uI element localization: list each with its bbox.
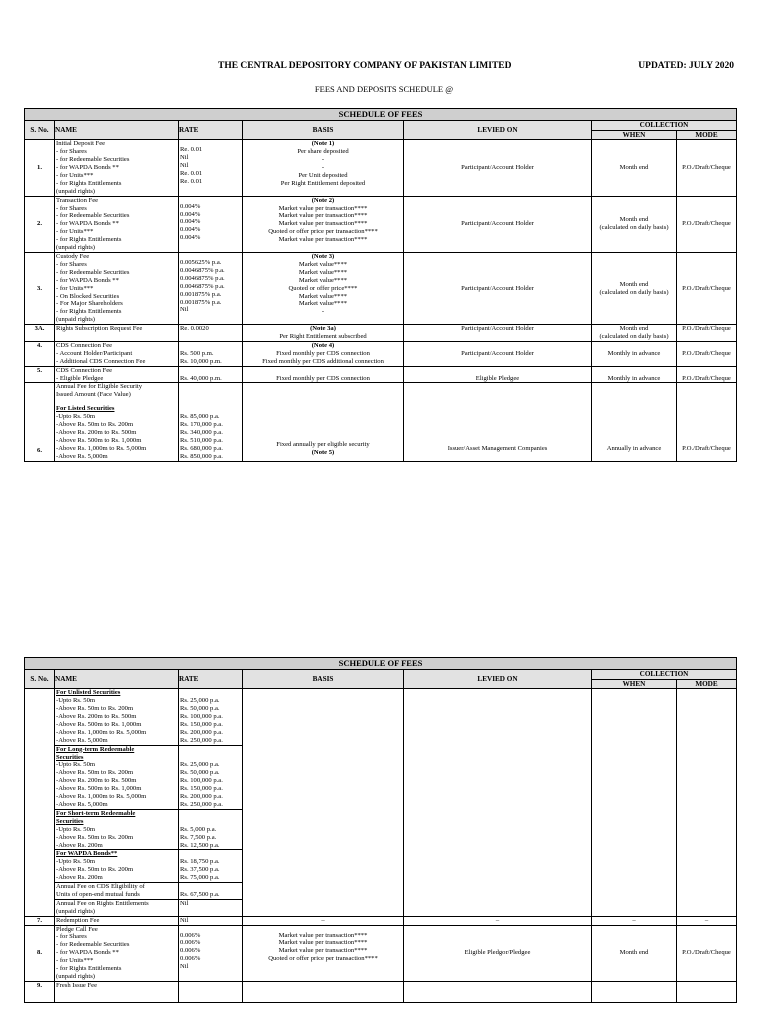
when-cell [592,689,677,916]
table-row [25,140,737,196]
fee-name-cell: For Short-term Redeemable Securities -Upto Rs. 50m -Above Rs. 50m to Rs. 200m -Above Rs. 200m [55,809,179,850]
row-number [25,689,55,916]
levied-cell: Participant/Account Holder [404,252,592,324]
listed-securities-heading: For Listed Securities [56,405,115,413]
col-rate-header: RATE [179,121,243,140]
col-mode-header: MODE [677,130,737,140]
when-cell: – [592,916,677,925]
col-rate-header: RATE [179,670,243,689]
updated-date: UPDATED: JULY 2020 [638,61,734,71]
rate-cell: Rs. 67,500 p.a. [179,883,243,900]
col-levied-header: LEVIED ON [404,121,592,140]
levied-cell: Eligible Pledgee [404,366,592,383]
rate-cell: 0.005625% p.a. 0.0046875% p.a. 0.0046875% p.a. 0.0046875% p.a. 0.001875% p.a. 0.001875% p.a. Nil [179,252,243,324]
when-cell: Month end [592,140,677,196]
levied-cell: Issuer/Asset Management Companies [404,383,592,461]
table-row [25,689,737,745]
col-basis-header: BASIS [243,121,404,140]
when-cell: Monthly in advance [592,366,677,383]
table-row [25,383,737,461]
table-row [25,196,737,252]
levied-cell: Eligible Pledgor/Pledgee [404,925,592,981]
basis-cell: Fixed monthly per CDS connection [243,366,404,383]
basis-cell [243,689,404,916]
rate-cell: Re. 0.01 Nil Nil Re. 0.01 Re. 0.01 [179,140,243,196]
rate-cell: Rs. 5,000 p.a. Rs. 7,500 p.a. Rs. 12,500 p.a. [179,809,243,850]
row-number: 5. [25,366,55,383]
rate-cell: Rs. 85,000 p.a. Rs. 170,000 p.a. Rs. 340,000 p.a. Rs. 510,000 p.a. Rs. 680,000 p.a. Rs. 850,000 p.a. [179,383,243,461]
basis-cell: (Note 2) Market value per transaction**** Market value per transaction**** Market value per transaction**** Quoted or offer price per transaction**** Market value per transaction**** [243,196,404,252]
col-when-header: WHEN [592,679,677,689]
fee-name-cell: Redemption Fee [55,916,179,925]
fee-name-cell: For Long-term Redeemable Securities -Upto Rs. 50m -Above Rs. 50m to Rs. 200m -Above Rs. 200m to Rs. 500m -Above Rs. 500m to Rs. 1,000m -Above Rs. 1,000m to Rs. 5,000m -Above Rs. 5,000m [55,745,179,809]
col-collection-header: COLLECTION [592,121,737,131]
row-number: 6. [25,383,55,461]
fee-name-cell: CDS Connection Fee - Eligible Pledgee [55,366,179,383]
table-row [25,325,737,342]
basis-cell: (Note 1) Per share deposited - - Per Unit deposited Per Right Entitlement deposited [243,140,404,196]
levied-cell: Participant/Account Holder [404,140,592,196]
fee-name-cell: Rights Subscription Request Fee [55,325,179,342]
when-cell: Monthly in advance [592,341,677,366]
fee-name-cell: Fresh Issue Fee [55,981,179,1002]
fee-name-cell: Annual Fee on CDS Eligibility of Units of open-end mutual funds [55,883,179,900]
company-title: THE CENTRAL DEPOSITORY COMPANY OF PAKISTAN LIMITED [218,61,512,71]
rate-cell: Rs. 500 p.m. Rs. 10,000 p.m. [179,341,243,366]
basis-cell: – [243,916,404,925]
col-mode-header: MODE [677,679,737,689]
rate-cell: Re. 0.0020 [179,325,243,342]
row-number: 1. [25,140,55,196]
mode-cell: P.O./Draft/Cheque [677,140,737,196]
rate-cell: 0.004% 0.004% 0.004% 0.004% 0.004% [179,196,243,252]
fees-table-page-2 [24,657,737,1003]
rate-cell: Rs. 25,000 p.a. Rs. 50,000 p.a. Rs. 100,000 p.a. Rs. 150,000 p.a. Rs. 200,000 p.a. Rs. 250,000 p.a. [179,745,243,809]
rate-cell: Rs. 18,750 p.a. Rs. 37,500 p.a. Rs. 75,000 p.a. [179,850,243,883]
mode-cell: P.O./Draft/Cheque [677,325,737,342]
col-name-header: NAME [55,121,179,140]
basis-cell: (Note 3) Market value**** Market value**** Market value**** Quoted or offer price**** Market value**** Market value**** - [243,252,404,324]
basis-cell: (Note 3a) Per Right Entitlement subscribed [243,325,404,342]
mode-cell: P.O./Draft/Cheque [677,925,737,981]
schedule-subtitle: FEES AND DEPOSITS SCHEDULE @ [314,84,454,94]
when-cell: Annually in advance [592,383,677,461]
rate-cell: 0.006% 0.006% 0.006% 0.006% Nil [179,925,243,981]
when-cell: Month end (calculated on daily basis) [592,252,677,324]
fee-name-cell: Annual Fee on Rights Entitlements (unpaid rights) [55,899,179,916]
table-row [25,252,737,324]
basis-cell: Fixed annually per eligible security (Note 5) [243,383,404,461]
schedule-title: SCHEDULE OF FEES [25,658,737,670]
rate-cell: Nil [179,916,243,925]
fee-name-cell: Pledge Call Fee - for Shares - for Redeemable Securities - for WAPDA Bonds ** - for Units*** - for Rights Entitlements (unpaid rights) [55,925,179,981]
when-cell: Month end (calculated on daily basis) [592,196,677,252]
col-basis-header: BASIS [243,670,404,689]
table-row [25,925,737,981]
col-sno-header: S. No. [25,670,55,689]
row-number: 4. [25,341,55,366]
row-number: 7. [25,916,55,925]
col-collection-header: COLLECTION [592,670,737,680]
fee-name-cell: For Unlisted Securities -Upto Rs. 50m -Above Rs. 50m to Rs. 200m -Above Rs. 200m to Rs. 500m -Above Rs. 500m to Rs. 1,000m -Above Rs. 1,000m to Rs. 5,000m -Above Rs. 5,000m [55,689,179,745]
mode-cell: – [677,916,737,925]
table-row [25,916,737,925]
row-number: 8. [25,925,55,981]
mode-cell [677,689,737,916]
levied-cell: – [404,916,592,925]
mode-cell: P.O./Draft/Cheque [677,196,737,252]
row-number: 3. [25,252,55,324]
col-levied-header: LEVIED ON [404,670,592,689]
when-cell: Month end (calculated on daily basis) [592,325,677,342]
row-number: 9. [25,981,55,1002]
mode-cell: P.O./Draft/Cheque [677,341,737,366]
mode-cell: P.O./Draft/Cheque [677,252,737,324]
levied-cell: Participant/Account Holder [404,341,592,366]
schedule-title: SCHEDULE OF FEES [25,109,737,121]
fee-name-cell: Initial Deposit Fee - for Shares - for Redeemable Securities - for WAPDA Bonds ** - for Units*** - for Rights Entitlements (unpaid rights) [55,140,179,196]
fee-name-cell: For WAPDA Bonds** -Upto Rs. 50m -Above Rs. 50m to Rs. 200m -Above Rs. 200m [55,850,179,883]
basis-cell: (Note 4) Fixed monthly per CDS connection Fixed monthly per CDS additional connection [243,341,404,366]
fee-name-cell: CDS Connection Fee - Account Holder/Participant - Additional CDS Connection Fee [55,341,179,366]
col-name-header: NAME [55,670,179,689]
fee-name-cell: Transaction Fee - for Shares - for Redeemable Securities - for WAPDA Bonds ** - for Units*** - for Rights Entitlements (unpaid rights) [55,196,179,252]
mode-cell: P.O./Draft/Cheque [677,383,737,461]
col-sno-header: S. No. [25,121,55,140]
fee-name-cell: Annual Fee for Eligible Security Issued Amount (Face Value) For Listed Securities -Upto Rs. 50m -Above Rs. 50m to Rs. 200m -Above Rs. 200m to Rs. 500m -Above Rs. 500m to Rs. 1,000m -Above Rs. 1,000m to Rs. 5,000m -Above Rs. 5,000m [55,383,179,461]
fee-name-cell: Custody Fee - for Shares - for Redeemable Securities - for WAPDA Bonds ** - for Units*** - On Blocked Securities - For Major Shareholders - for Rights Entitlements (unpaid rights) [55,252,179,324]
when-cell: Month end [592,925,677,981]
table-row [25,341,737,366]
row-number: 2. [25,196,55,252]
row-number: 3A. [25,325,55,342]
levied-cell: Participant/Account Holder [404,325,592,342]
rate-cell: Nil [179,899,243,916]
basis-cell: Market value per transaction**** Market value per transaction**** Market value per transaction**** Quoted or offer price per transaction**** [243,925,404,981]
mode-cell: P.O./Draft/Cheque [677,366,737,383]
fees-table-page-1 [24,108,737,462]
levied-cell: Participant/Account Holder [404,196,592,252]
levied-cell [404,689,592,916]
table-row [25,981,737,1002]
rate-cell: Rs. 25,000 p.a. Rs. 50,000 p.a. Rs. 100,000 p.a. Rs. 150,000 p.a. Rs. 200,000 p.a. Rs. 250,000 p.a. [179,689,243,745]
table-row [25,366,737,383]
col-when-header: WHEN [592,130,677,140]
rate-cell: Rs. 40,000 p.m. [179,366,243,383]
